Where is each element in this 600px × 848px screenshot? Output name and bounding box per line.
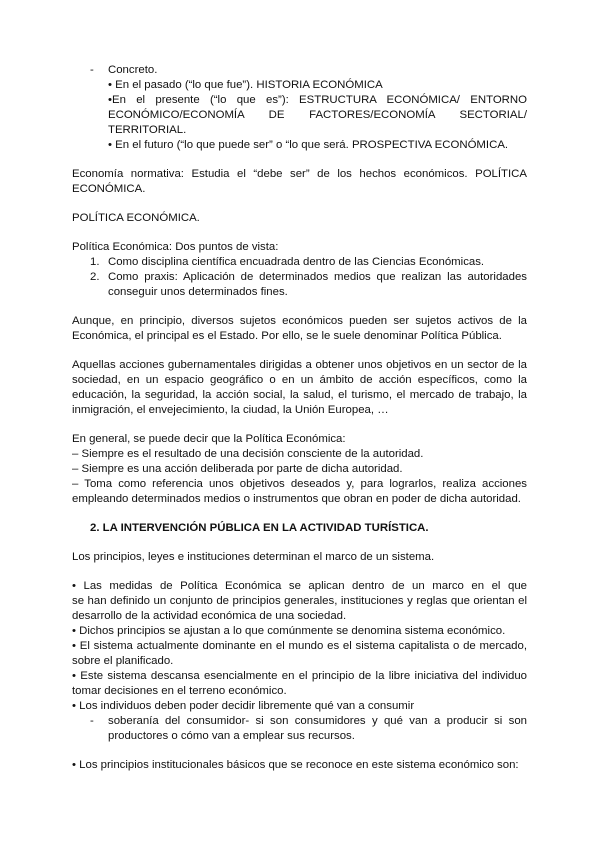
text-line: Como disciplina científica encuadrada dentro de las Ciencias Económicas. bbox=[108, 256, 485, 268]
text-line: – Siempre es una acción deliberada por parte de dicha autoridad. bbox=[72, 463, 403, 475]
text-line: 1. bbox=[90, 256, 100, 268]
text-line: •En el presente (“lo que es”): ESTRUCTURA ECONÓMICA/ ENTORNO bbox=[108, 94, 527, 106]
text-line: productores o cómo van a emplear sus recursos. bbox=[108, 730, 355, 742]
text-line: - bbox=[90, 715, 94, 727]
text-line: conseguir unos determinados fines. bbox=[108, 286, 288, 298]
text-line: desarrollo de la actividad económica de una sociedad. bbox=[72, 610, 347, 622]
text-line: ECONÓMICA. bbox=[72, 183, 146, 195]
text-line: TERRITORIAL. bbox=[108, 124, 187, 136]
text-line: Aunque, en principio, diversos sujetos económicos pueden ser sujetos activos de la bbox=[72, 315, 527, 327]
text-line: Como praxis: Aplicación de determinados medios que realizan las autoridades bbox=[108, 271, 527, 283]
text-line: ECONÓMICO/ECONOMÍA DE FACTORES/ECONOMÍA SECTORIAL/ bbox=[108, 109, 527, 121]
text-line: se han definido un conjunto de principios generales, instituciones y reglas que orientan el bbox=[72, 595, 527, 607]
text-line: • El sistema actualmente dominante en el mundo es el sistema capitalista o de mercado, bbox=[72, 640, 527, 652]
text-line: Concreto. bbox=[108, 64, 158, 76]
text-line: POLÍTICA ECONÓMICA. bbox=[72, 212, 200, 224]
text-line: 2. bbox=[90, 271, 100, 283]
text-line: • Dichos principios se ajustan a lo que comúnmente se denomina sistema económico. bbox=[72, 625, 506, 637]
text-line: Aquellas acciones gubernamentales dirigidas a obtener unos objetivos en un sector de la bbox=[72, 359, 527, 371]
text-line: inmigración, el envejecimiento, la ciudad, la Unión Europea, … bbox=[72, 404, 389, 416]
text-line: En general, se puede decir que la Política Económica: bbox=[72, 433, 346, 445]
text-line: soberanía del consumidor- si son consumidores y qué van a producir si son bbox=[108, 715, 527, 727]
text-line: • Los principios institucionales básicos que se reconoce en este sistema económico son: bbox=[72, 759, 519, 771]
section-heading: 2. LA INTERVENCIÓN PÚBLICA EN LA ACTIVIDAD TURÍSTICA. bbox=[90, 522, 429, 534]
text-line: – Toma como referencia unos objetivos deseados y, para lograrlos, realiza acciones bbox=[72, 478, 527, 490]
text-line: Economía normativa: Estudia el “debe ser” de los hechos económicos. POLÍTICA bbox=[72, 168, 527, 180]
text-line: Política Económica: Dos puntos de vista: bbox=[72, 241, 279, 253]
text-line: tomar decisiones en el terreno económico. bbox=[72, 685, 287, 697]
text-line: sobre el planificado. bbox=[72, 655, 174, 667]
text-line: • Las medidas de Política Económica se aplican dentro de un marco en el que bbox=[72, 580, 527, 592]
text-line: sociedad, en un espacio geográfico o en un ámbito de acción específicos, como la bbox=[72, 374, 527, 386]
text-line: • En el pasado (“lo que fue”). HISTORIA ECONÓMICA bbox=[108, 79, 383, 91]
text-line: • Este sistema descansa esencialmente en el principio de la libre iniciativa del individuo bbox=[72, 670, 527, 682]
text-line: • En el futuro (“lo que puede ser” o “lo que será. PROSPECTIVA ECONÓMICA. bbox=[108, 139, 509, 151]
text-line: – Siempre es el resultado de una decisión consciente de la autoridad. bbox=[72, 448, 424, 460]
text-line: educación, la seguridad, la acción social, la salud, el turismo, el mercado de trabajo, la bbox=[72, 389, 527, 401]
text-line: Los principios, leyes e instituciones determinan el marco de un sistema. bbox=[72, 551, 435, 563]
text-line: - bbox=[90, 64, 94, 76]
text-line: Económica, el principal es el Estado. Por ello, se le suele denominar Política Pública. bbox=[72, 330, 502, 342]
text-line: empleando determinados medios o instrumentos que obran en poder de dicha autoridad. bbox=[72, 493, 521, 505]
text-line: • Los individuos deben poder decidir libremente qué van a consumir bbox=[72, 700, 415, 712]
